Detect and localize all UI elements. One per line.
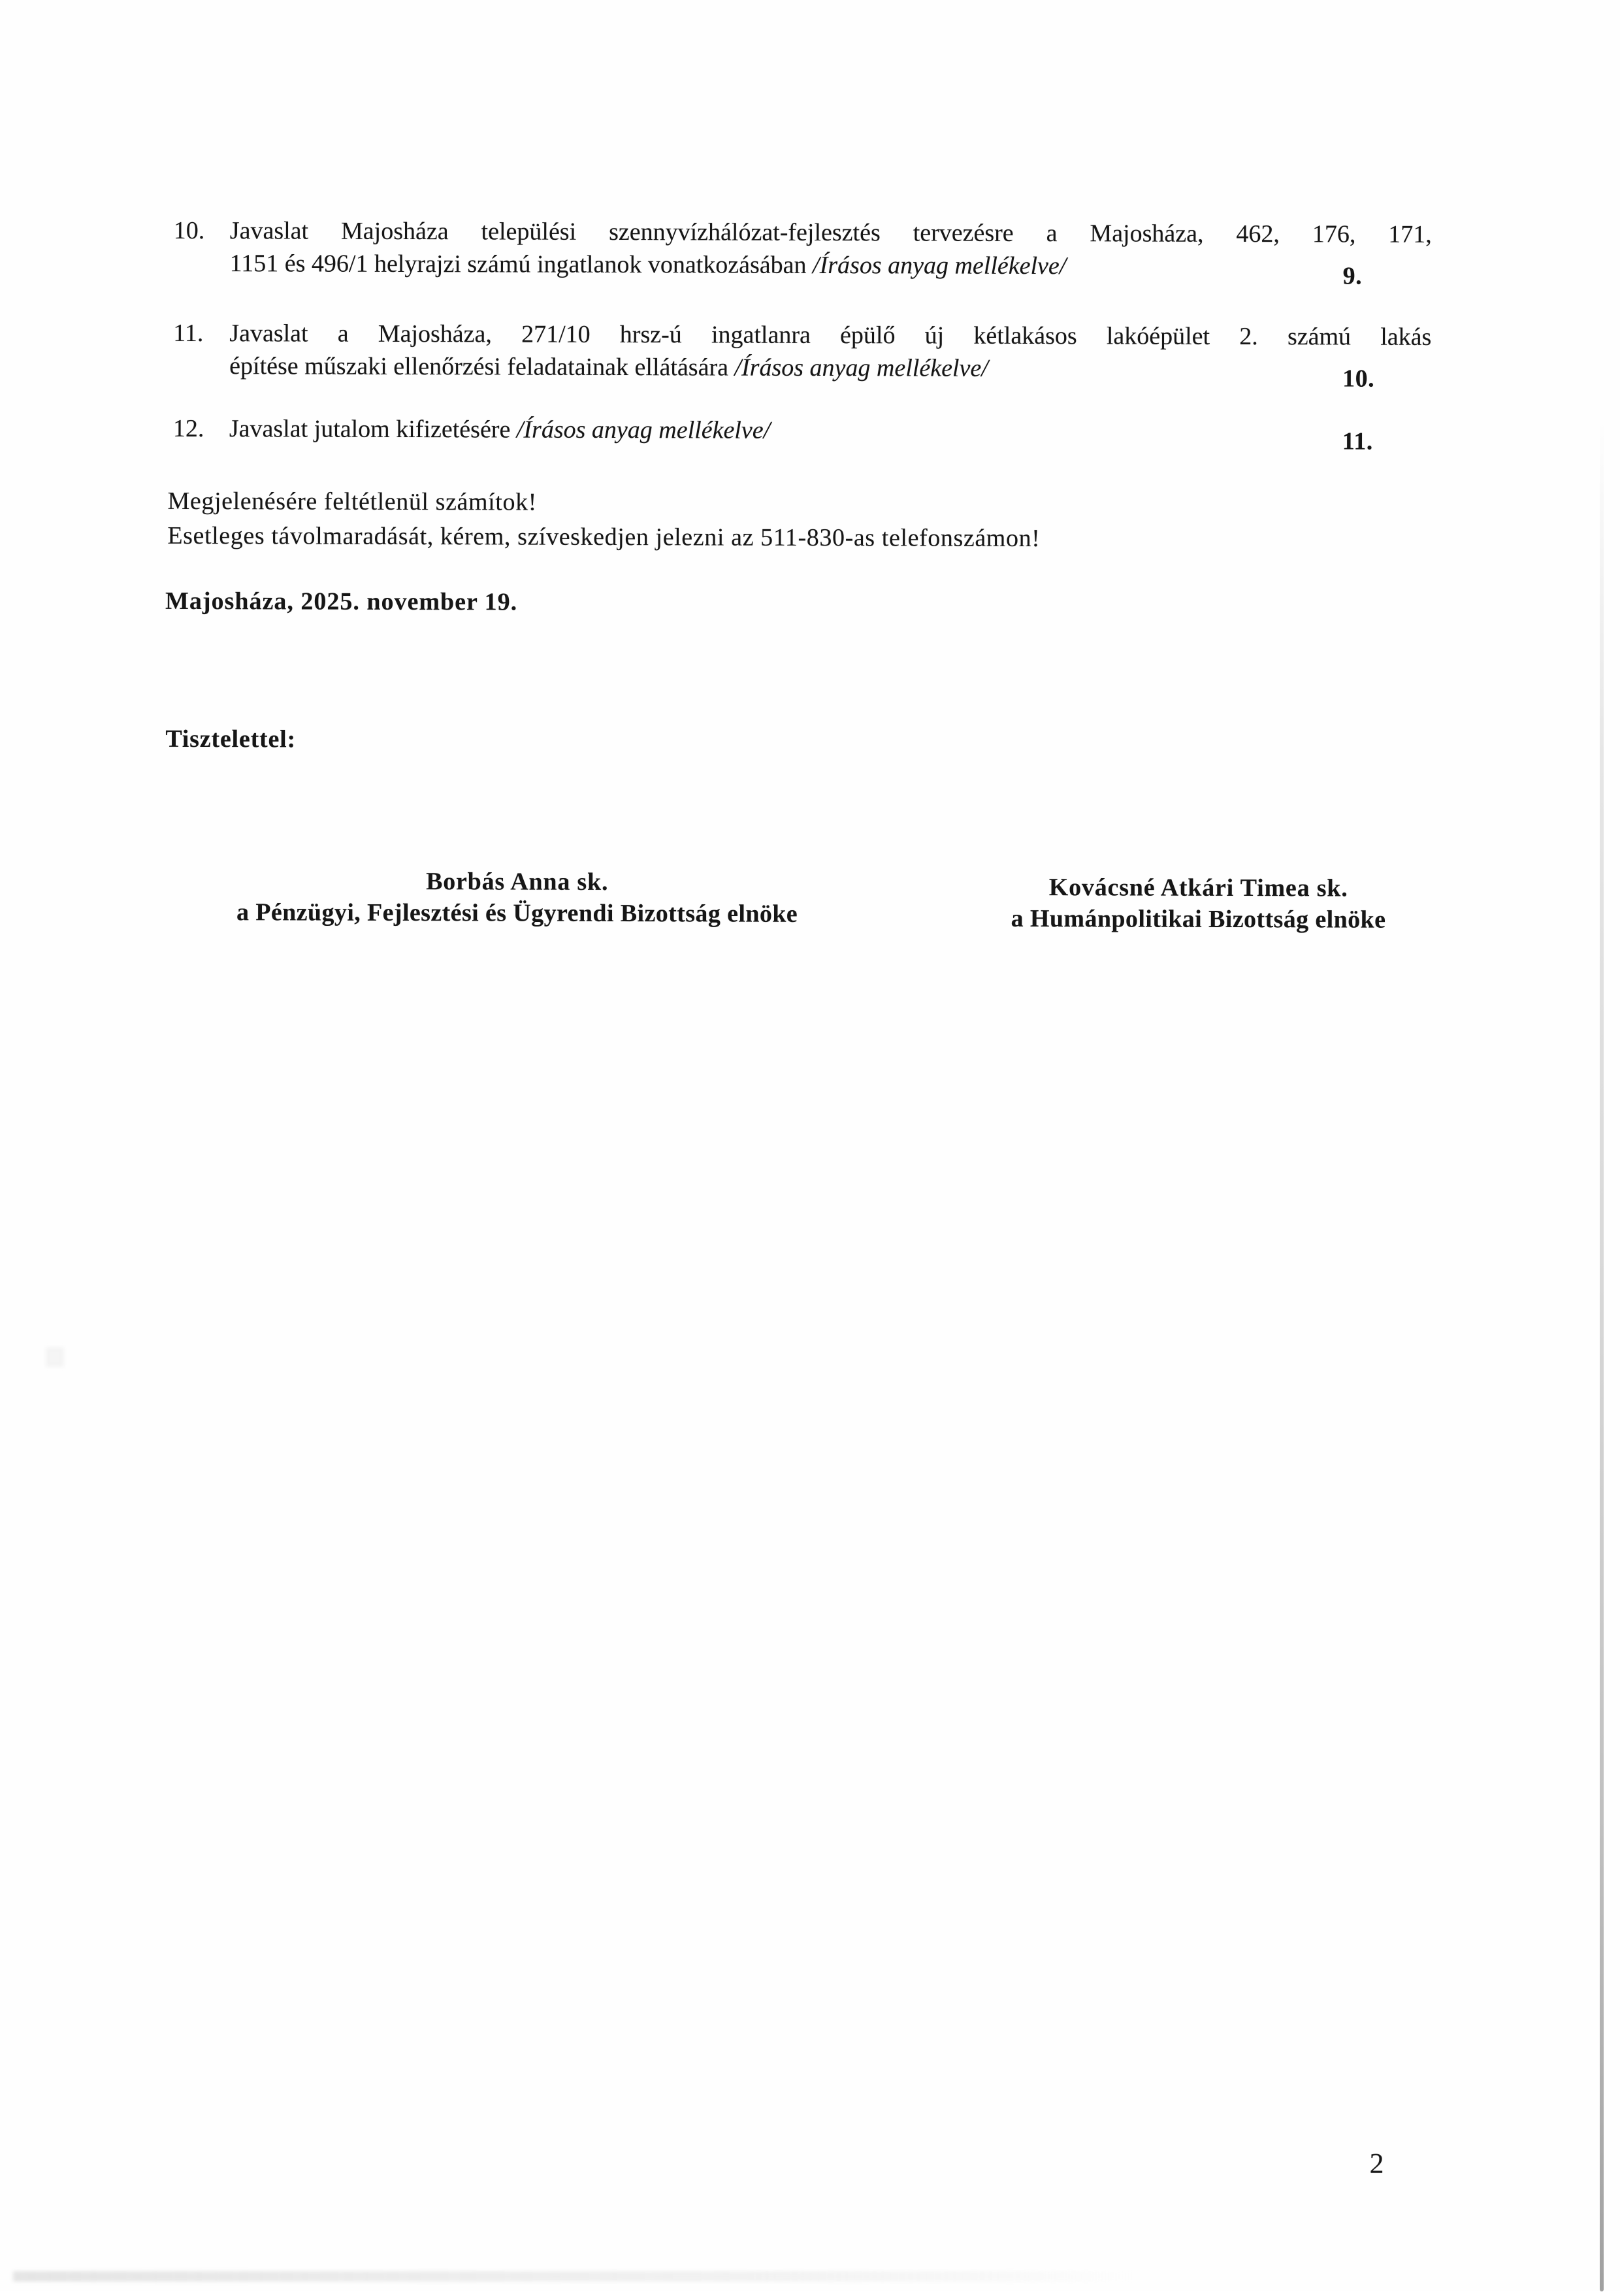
- signature-block-right: [950, 872, 1446, 936]
- scan-bottom-artifact: [13, 2271, 1137, 2282]
- attachment-note: /Írásos anyag mellékelve/: [734, 353, 988, 382]
- agenda-text-run: Javaslat Majosháza települési szennyvízhálózat-fejlesztés tervezésre a Majosháza, 462, 176, 171,: [229, 217, 1432, 248]
- agenda-item-line: [229, 412, 1431, 449]
- absence-note: Esetleges távolmaradását, kérem, szíveskedjen jelezni az 511-830-as telefonszámon!: [167, 521, 1041, 553]
- agenda-item-text: [230, 214, 1432, 284]
- salutation: Tisztelettel:: [165, 725, 297, 753]
- signatory-title: a Humánpolitikai Bizottság elnöke: [1011, 904, 1386, 934]
- signatory-name: Borbás Anna sk.: [426, 868, 609, 896]
- agenda-item: [173, 214, 1432, 290]
- agenda-item: [173, 317, 1432, 393]
- agenda-item-page-ref: 10.: [1342, 365, 1375, 393]
- agenda-item-line: [229, 350, 1431, 386]
- agenda-list: [173, 214, 1432, 486]
- agenda-text-run: 1151 és 496/1 helyrajzi számú ingatlanok vonatkozásában: [229, 250, 813, 279]
- agenda-item-page-ref: 11.: [1342, 427, 1373, 455]
- agenda-item-number: 12.: [172, 414, 204, 443]
- agenda-text-run: Javaslat a Majosháza, 271/10 hrsz-ú ingatlanra épülő új kétlakásos lakóépület 2. számú lakás: [229, 320, 1432, 351]
- signatory-name: Kovácsné Atkári Timea sk.: [1048, 874, 1348, 902]
- agenda-item-page-ref: 9.: [1342, 262, 1363, 290]
- agenda-item-number: 10.: [173, 216, 205, 245]
- agenda-text-run: Javaslat jutalom kifizetésére: [229, 415, 517, 444]
- attachment-note: /Írásos anyag mellékelve/: [516, 416, 771, 444]
- attendance-note: Megjelenésére feltétlenül számítok!: [167, 487, 538, 516]
- date-line: Majosháza, 2025. november 19.: [165, 587, 518, 616]
- scan-smudge-artifact: [46, 1347, 64, 1367]
- scan-edge-artifact: [1600, 418, 1604, 2291]
- agenda-item-line: [230, 214, 1432, 251]
- page-number: 2: [1369, 2147, 1384, 2180]
- agenda-item-line: [229, 317, 1431, 353]
- signature-block-left: [161, 865, 873, 930]
- agenda-item-line: [230, 247, 1432, 284]
- agenda-item-text: [229, 317, 1431, 386]
- signatory-title: a Pénzügyi, Fejlesztési és Ügyrendi Bizottság elnöke: [236, 898, 798, 928]
- agenda-item: [172, 412, 1431, 455]
- agenda-text-run: építése műszaki ellenőrzési feladatainak ellátására: [229, 352, 735, 382]
- attachment-note: /Írásos anyag mellékelve/: [812, 251, 1067, 280]
- agenda-item-number: 11.: [173, 319, 204, 348]
- agenda-item-text: [229, 412, 1431, 449]
